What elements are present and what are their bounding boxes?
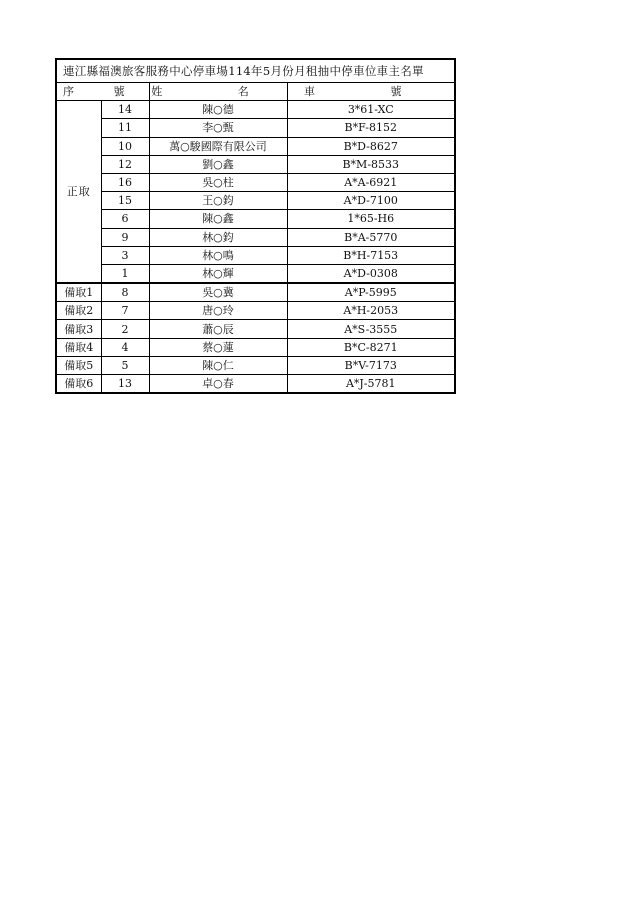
owner-name: 林○鳴 <box>149 246 287 264</box>
header-seq: 序 號 <box>57 83 149 101</box>
table-row <box>57 137 454 155</box>
list-title: 連江縣福澳旅客服務中心停車場114年5月份月租抽中停車位車主名單 <box>57 60 454 83</box>
group-label-waitlist: 備取3 <box>57 320 101 338</box>
row-number: 5 <box>101 356 149 374</box>
plate-number: B*D-8627 <box>287 137 454 155</box>
table-row <box>57 173 454 191</box>
table-row <box>57 246 454 264</box>
plate-number: 1*65-H6 <box>287 210 454 228</box>
row-number: 16 <box>101 173 149 191</box>
table-row <box>57 264 454 283</box>
table-row <box>57 375 454 393</box>
owner-name: 吳○冀 <box>149 283 287 302</box>
row-number: 9 <box>101 228 149 246</box>
plate-number: B*H-7153 <box>287 246 454 264</box>
row-number: 15 <box>101 192 149 210</box>
parking-winner-list-sheet <box>55 58 456 394</box>
plate-number: B*V-7173 <box>287 356 454 374</box>
table-row <box>57 283 454 302</box>
table-row <box>57 155 454 173</box>
row-number: 4 <box>101 338 149 356</box>
plate-number: A*J-5781 <box>287 375 454 393</box>
owner-name: 林○鈞 <box>149 228 287 246</box>
group-label-waitlist: 備取4 <box>57 338 101 356</box>
row-number: 10 <box>101 137 149 155</box>
header-row <box>57 83 454 101</box>
table-row <box>57 119 454 137</box>
table-row <box>57 356 454 374</box>
group-label-waitlist: 備取5 <box>57 356 101 374</box>
table-row <box>57 338 454 356</box>
row-number: 11 <box>101 119 149 137</box>
table-row <box>57 228 454 246</box>
table-row <box>57 210 454 228</box>
table-row <box>57 101 454 119</box>
table-row <box>57 320 454 338</box>
row-number: 12 <box>101 155 149 173</box>
table-row <box>57 302 454 320</box>
group-label-waitlist: 備取6 <box>57 375 101 393</box>
owner-name: 吳○柱 <box>149 173 287 191</box>
row-number: 8 <box>101 283 149 302</box>
plate-number: A*H-2053 <box>287 302 454 320</box>
plate-number: B*F-8152 <box>287 119 454 137</box>
plate-number: 3*61-XC <box>287 101 454 119</box>
row-number: 14 <box>101 101 149 119</box>
group-label-waitlist: 備取1 <box>57 283 101 302</box>
winner-table <box>57 83 454 392</box>
group-label-waitlist: 備取2 <box>57 302 101 320</box>
group-label-main: 正取 <box>57 101 101 283</box>
plate-number: A*A-6921 <box>287 173 454 191</box>
plate-number: A*S-3555 <box>287 320 454 338</box>
row-number: 13 <box>101 375 149 393</box>
owner-name: 萬○駿國際有限公司 <box>149 137 287 155</box>
plate-number: B*A-5770 <box>287 228 454 246</box>
owner-name: 李○甄 <box>149 119 287 137</box>
table-row <box>57 192 454 210</box>
row-number: 1 <box>101 264 149 283</box>
owner-name: 陳○仁 <box>149 356 287 374</box>
row-number: 7 <box>101 302 149 320</box>
owner-name: 卓○春 <box>149 375 287 393</box>
header-name: 姓 名 <box>149 83 287 101</box>
row-number: 2 <box>101 320 149 338</box>
owner-name: 王○鈞 <box>149 192 287 210</box>
row-number: 3 <box>101 246 149 264</box>
row-number: 6 <box>101 210 149 228</box>
owner-name: 劉○鑫 <box>149 155 287 173</box>
plate-number: B*M-8533 <box>287 155 454 173</box>
owner-name: 蕭○辰 <box>149 320 287 338</box>
plate-number: A*D-0308 <box>287 264 454 283</box>
plate-number: A*D-7100 <box>287 192 454 210</box>
owner-name: 蔡○蓮 <box>149 338 287 356</box>
header-plate: 車 號 <box>287 83 454 101</box>
plate-number: A*P-5995 <box>287 283 454 302</box>
owner-name: 林○輝 <box>149 264 287 283</box>
owner-name: 陳○德 <box>149 101 287 119</box>
plate-number: B*C-8271 <box>287 338 454 356</box>
owner-name: 陳○鑫 <box>149 210 287 228</box>
owner-name: 唐○玲 <box>149 302 287 320</box>
